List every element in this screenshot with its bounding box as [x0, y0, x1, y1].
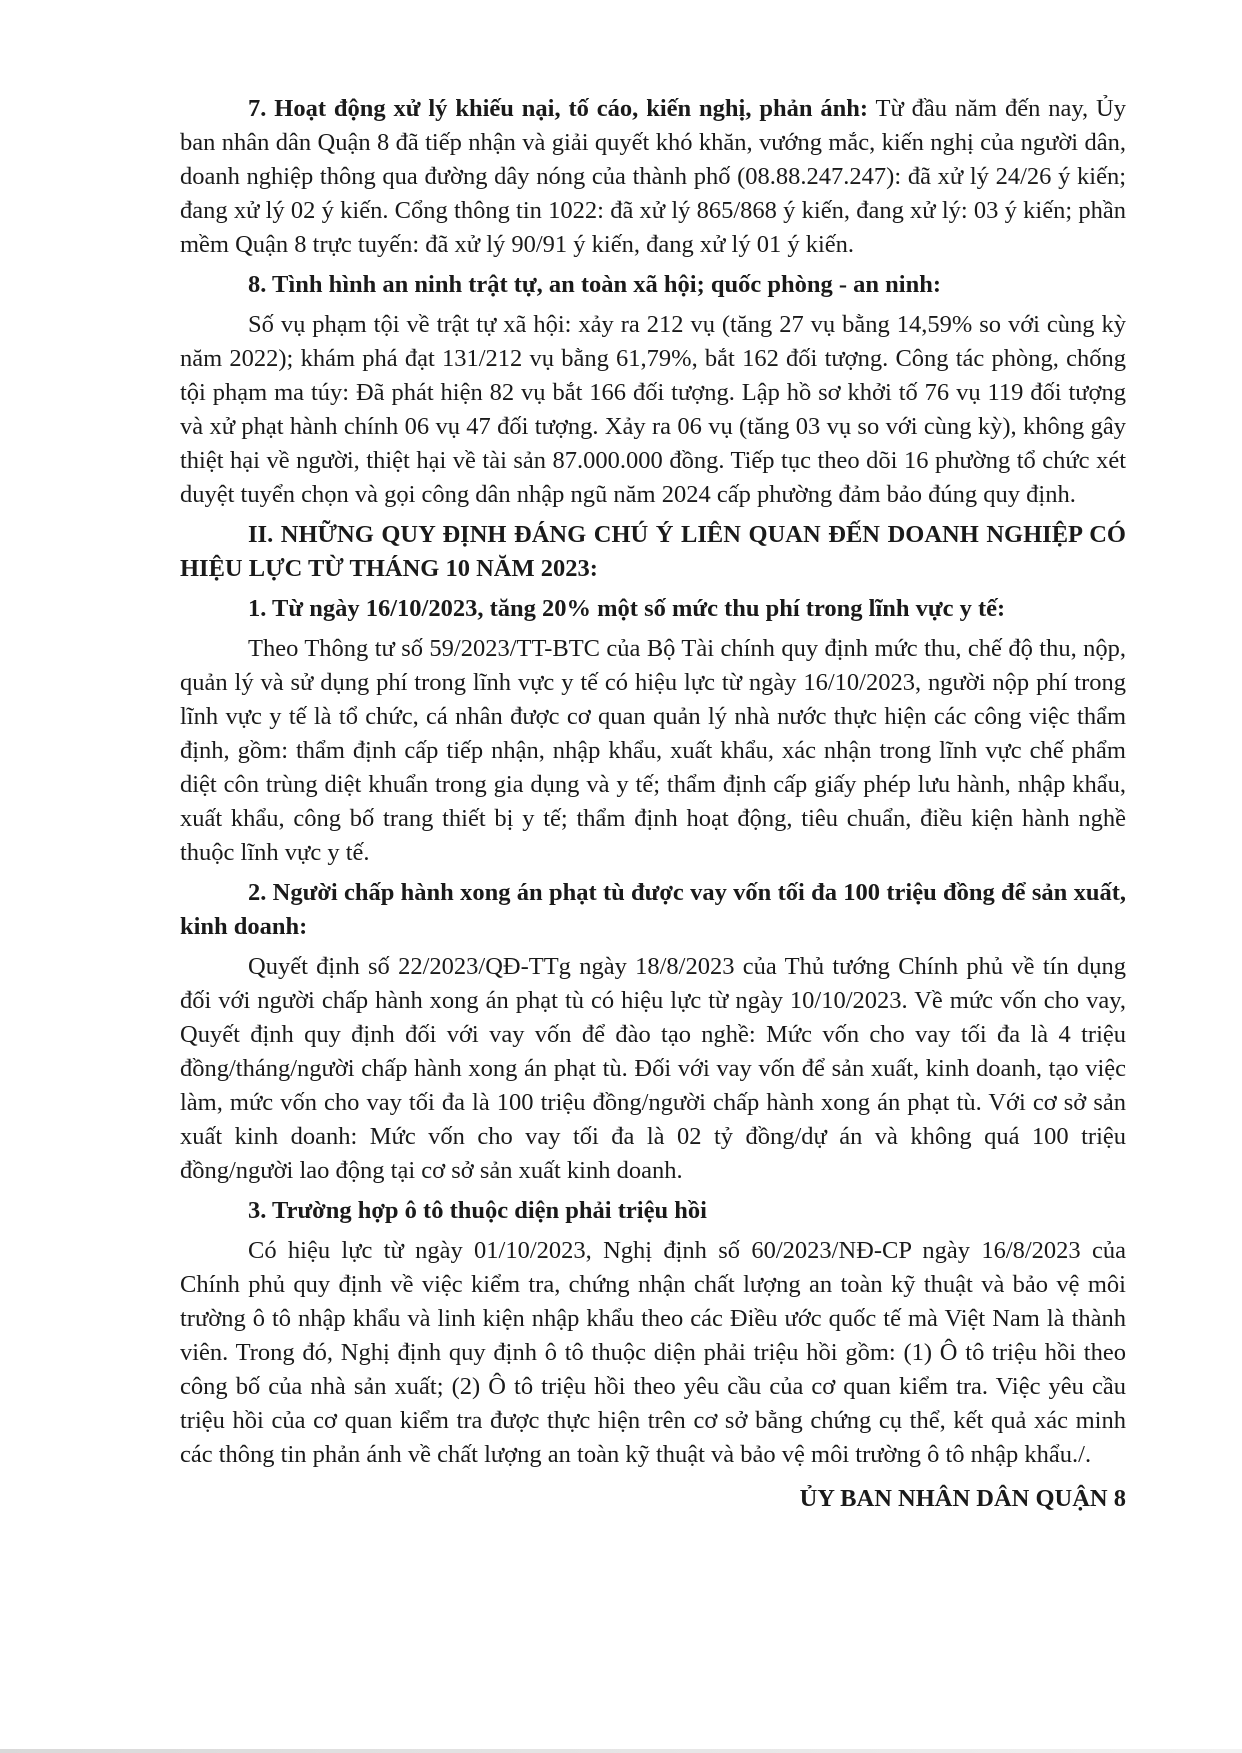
item-3-body: Có hiệu lực từ ngày 01/10/2023, Nghị định số 60/2023/NĐ-CP ngày 16/8/2023 của Chính phủ quy định về việc kiểm tra, chứng nhận chất lượng an toàn kỹ thuật và bảo vệ môi trường ô tô nhập khẩu và linh kiện nhập khẩu theo các Điều ước quốc tế mà Việt Nam là thành viên. Trong đó, Nghị định quy định ô tô thuộc diện phải triệu hồi gồm: (1) Ô tô triệu hồi theo công bố của nhà sản xuất; (2) Ô tô triệu hồi theo yêu cầu của cơ quan kiểm tra. Việc yêu cầu triệu hồi của cơ quan kiểm tra được thực hiện trên cơ sở bằng chứng cụ thể, kết quả xác minh các thông tin phản ánh về chất lượng an toàn kỹ thuật và bảo vệ môi trường ô tô nhập khẩu./.: [180, 1237, 1126, 1468]
item-1-heading: 1. Từ ngày 16/10/2023, tăng 20% một số mức thu phí trong lĩnh vực y tế:: [248, 595, 1006, 622]
section-8-heading: 8. Tình hình an ninh trật tự, an toàn xã hội; quốc phòng - an ninh:: [248, 271, 942, 298]
item-1-body: Theo Thông tư số 59/2023/TT-BTC của Bộ Tài chính quy định mức thu, chế độ thu, nộp, quản lý và sử dụng phí trong lĩnh vực y tế có hiệu lực từ ngày 16/10/2023, người nộp phí trong lĩnh vực y tế là tổ chức, cá nhân được cơ quan quản lý nhà nước thực hiện các công việc thẩm định, gồm: thẩm định cấp tiếp nhận, nhập khẩu, xuất khẩu, xác nhận trong lĩnh vực chế phẩm diệt côn trùng diệt khuẩn trong gia dụng và y tế; thẩm định cấp giấy phép lưu hành, nhập khẩu, xuất khẩu, công bố trang thiết bị y tế; thẩm định hoạt động, tiêu chuẩn, điều kiện hành nghề thuộc lĩnh vực y tế.: [180, 635, 1126, 866]
part-ii-heading: II. NHỮNG QUY ĐỊNH ĐÁNG CHÚ Ý LIÊN QUAN ĐẾN DOANH NGHIỆP CÓ HIỆU LỰC TỪ THÁNG 10 NĂM 2023:: [180, 521, 1126, 582]
section-7-body: Từ đầu năm đến nay, Ủy ban nhân dân Quận 8 đã tiếp nhận và giải quyết khó khăn, vướng mắc, kiến nghị của người dân, doanh nghiệp thông qua đường dây nóng của thành phố (08.88.247.247): đã xử lý 24/26 ý kiến; đang xử lý 02 ý kiến. Cổng thông tin 1022: đã xử lý 865/868 ý kiến, đang xử lý: 03 ý kiến; phần mềm Quận 8 trực tuyến: đã xử lý 90/91 ý kiến, đang xử lý 01 ý kiến.: [180, 95, 1126, 258]
item-3-heading: 3. Trường hợp ô tô thuộc diện phải triệu hồi: [248, 1197, 707, 1224]
item-2-body: Quyết định số 22/2023/QĐ-TTg ngày 18/8/2023 của Thủ tướng Chính phủ về tín dụng đối với người chấp hành xong án phạt tù có hiệu lực từ ngày 10/10/2023. Về mức vốn cho vay, Quyết định quy định đối với vay vốn để đào tạo nghề: Mức vốn cho vay tối đa là 4 triệu đồng/tháng/người chấp hành xong án phạt tù. Đối với vay vốn để sản xuất, kinh doanh, tạo việc làm, mức vốn cho vay tối đa là 100 triệu đồng/người chấp hành xong án phạt tù. Với cơ sở sản xuất kinh doanh: Mức vốn cho vay tối đa là 02 tỷ đồng/dự án và không quá 100 triệu đồng/người lao động tại cơ sở sản xuất kinh doanh.: [180, 953, 1126, 1184]
document-page: [180, 92, 1126, 1516]
section-7-paragraph: [180, 92, 1126, 262]
signature-block: ỦY BAN NHÂN DÂN QUẬN 8: [799, 1485, 1126, 1512]
scan-edge-divider: [0, 1749, 1242, 1753]
section-7-lead: 7. Hoạt động xử lý khiếu nại, tố cáo, kiến nghị, phản ánh:: [248, 95, 869, 122]
item-2-heading: 2. Người chấp hành xong án phạt tù được vay vốn tối đa 100 triệu đồng để sản xuất, kinh doanh:: [180, 879, 1126, 940]
section-8-body: Số vụ phạm tội về trật tự xã hội: xảy ra 212 vụ (tăng 27 vụ bằng 14,59% so với cùng kỳ năm 2022); khám phá đạt 131/212 vụ bằng 61,79%, bắt 162 đối tượng. Công tác phòng, chống tội phạm ma túy: Đã phát hiện 82 vụ bắt 166 đối tượng. Lập hồ sơ khởi tố 76 vụ 119 đối tượng và xử phạt hành chính 06 vụ 47 đối tượng. Xảy ra 06 vụ (tăng 03 vụ so với cùng kỳ), không gây thiệt hại về người, thiệt hại về tài sản 87.000.000 đồng. Tiếp tục theo dõi 16 phường tổ chức xét duyệt tuyển chọn và gọi công dân nhập ngũ năm 2024 cấp phường đảm bảo đúng quy định.: [180, 311, 1126, 508]
